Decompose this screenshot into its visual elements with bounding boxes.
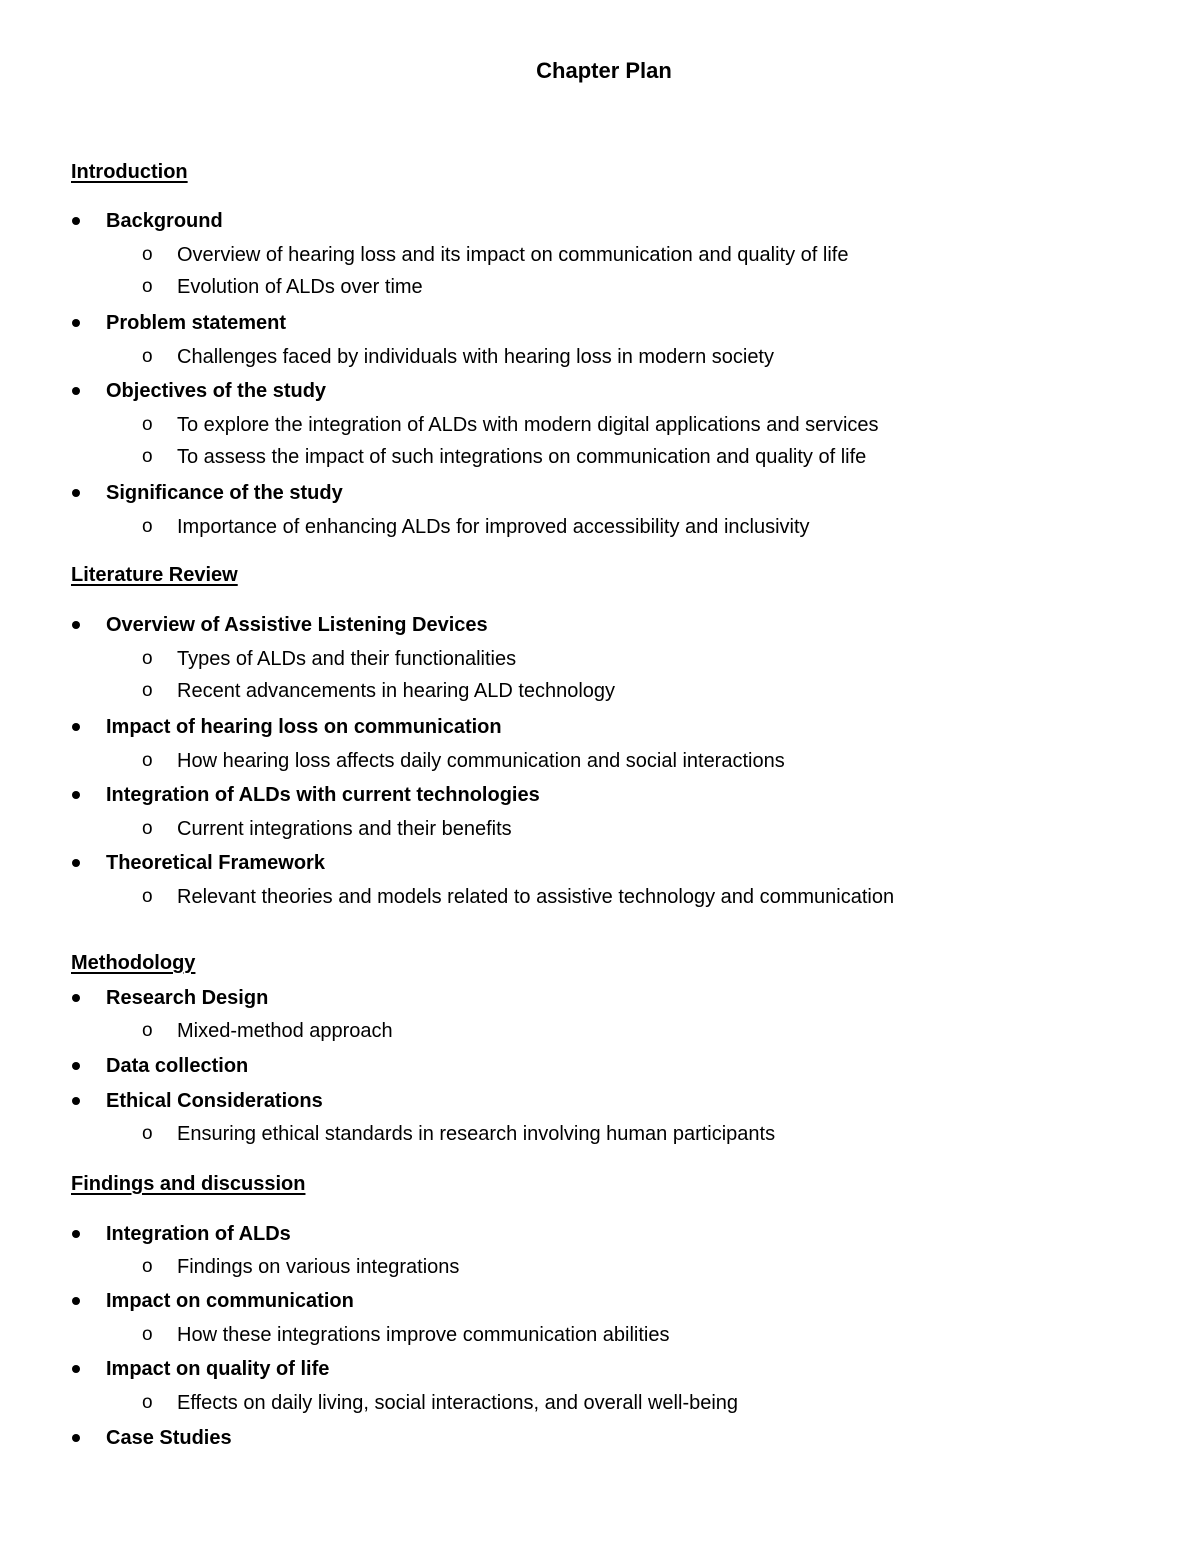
circle-bullet-icon: o	[142, 346, 153, 367]
page-title: Chapter Plan	[536, 58, 672, 83]
sub-list-item-text: How hearing loss affects daily communication and social interactions	[177, 750, 785, 772]
circle-bullet-icon: o	[142, 414, 153, 435]
circle-bullet-icon: o	[142, 1392, 153, 1413]
sub-list-item-text: To assess the impact of such integrations on communication and quality of life	[177, 446, 867, 468]
section-heading: Findings and discussion	[71, 1173, 306, 1195]
sub-list-item-text: Types of ALDs and their functionalities	[177, 648, 517, 670]
circle-bullet-icon: o	[142, 1020, 153, 1041]
list-item-label: Data collection	[106, 1055, 249, 1077]
circle-bullet-icon: o	[142, 1123, 153, 1144]
circle-bullet-icon: o	[142, 886, 153, 907]
section-heading: Literature Review	[71, 564, 238, 586]
circle-bullet-icon: o	[142, 750, 153, 771]
list-item-label: Theoretical Framework	[106, 852, 325, 874]
circle-bullet-icon: o	[142, 680, 153, 701]
sub-list-item-text: Findings on various integrations	[177, 1256, 460, 1278]
list-item-label: Case Studies	[106, 1427, 232, 1449]
list-item-label: Integration of ALDs	[106, 1223, 291, 1245]
list-item-label: Significance of the study	[106, 482, 343, 504]
list-item-label: Problem statement	[106, 312, 287, 334]
list-item-label: Objectives of the study	[106, 380, 327, 402]
list-item-label: Impact on quality of life	[106, 1358, 330, 1380]
sub-list-item-text: To explore the integration of ALDs with modern digital applications and services	[177, 414, 879, 436]
list-item-label: Impact on communication	[106, 1290, 354, 1312]
sub-list-item-text: Recent advancements in hearing ALD technology	[177, 680, 616, 702]
sub-list-item-text: Mixed-method approach	[177, 1020, 393, 1042]
circle-bullet-icon: o	[142, 276, 153, 297]
list-item-label: Ethical Considerations	[106, 1090, 323, 1112]
list-item-label: Impact of hearing loss on communication	[106, 716, 502, 738]
sub-list-item-text: Relevant theories and models related to assistive technology and communication	[177, 886, 895, 908]
list-item-label: Background	[106, 210, 223, 232]
sub-list-item-text: Overview of hearing loss and its impact on communication and quality of life	[177, 244, 849, 266]
list-item-label: Overview of Assistive Listening Devices	[106, 614, 488, 636]
sub-list-item-text: Importance of enhancing ALDs for improved accessibility and inclusivity	[177, 516, 810, 538]
list-item-label: Research Design	[106, 987, 269, 1009]
circle-bullet-icon: o	[142, 446, 153, 467]
circle-bullet-icon: o	[142, 1256, 153, 1277]
circle-bullet-icon: o	[142, 818, 153, 839]
section-heading: Introduction	[71, 161, 188, 183]
sub-list-item-text: Ensuring ethical standards in research involving human participants	[177, 1123, 776, 1145]
circle-bullet-icon: o	[142, 648, 153, 669]
sub-list-item-text: Challenges faced by individuals with hearing loss in modern society	[177, 346, 774, 368]
circle-bullet-icon: o	[142, 1324, 153, 1345]
circle-bullet-icon: o	[142, 244, 153, 265]
sub-list-item-text: Evolution of ALDs over time	[177, 276, 423, 298]
section-heading: Methodology	[71, 952, 196, 974]
sub-list-item-text: Effects on daily living, social interactions, and overall well-being	[177, 1392, 739, 1414]
list-item-label: Integration of ALDs with current technologies	[106, 784, 540, 806]
circle-bullet-icon: o	[142, 516, 153, 537]
sub-list-item-text: How these integrations improve communication abilities	[177, 1324, 670, 1346]
sub-list-item-text: Current integrations and their benefits	[177, 818, 512, 840]
